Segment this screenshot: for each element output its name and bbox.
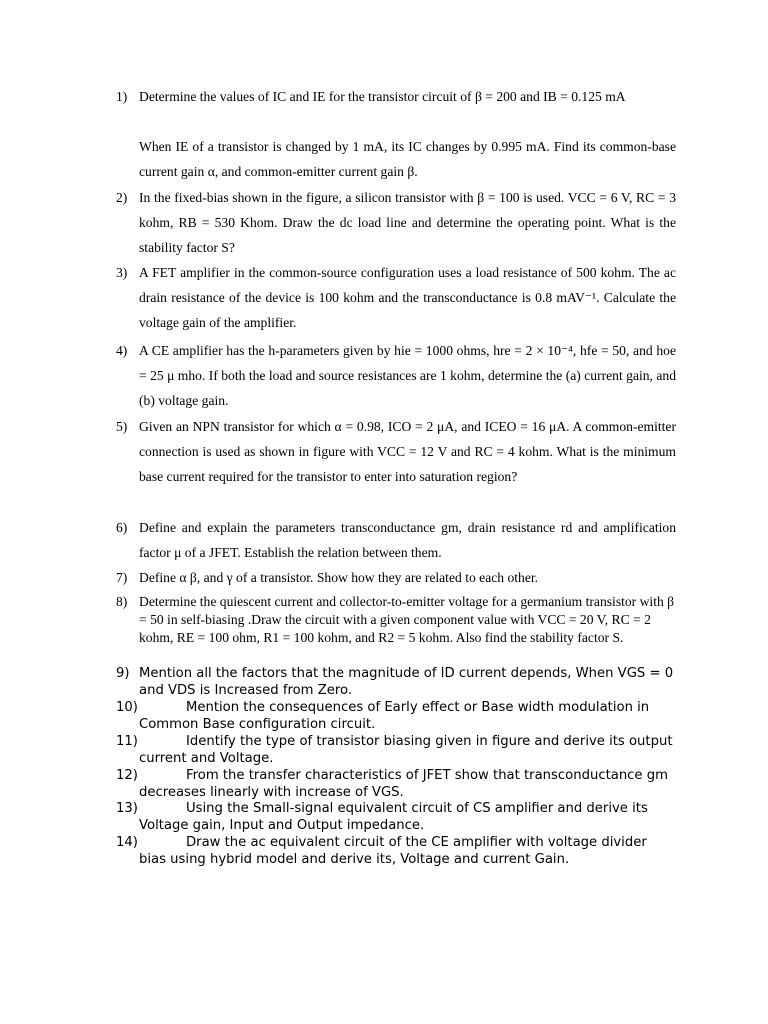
question-text: Determine the values of IC and IE for the transistor circuit of β = 200 and IB = 0.125 mA (139, 89, 626, 104)
question-number: 13) (116, 801, 138, 816)
question-text: A FET amplifier in the common-source configuration uses a load resistance of 500 kohm. The ac drain resistance of the device is 100 kohm and the transconductance is 0.8 mAV⁻¹. Calculate the voltage gain of the amplifier. (139, 265, 676, 330)
question-3 (116, 260, 676, 335)
question-1-part-b (116, 134, 676, 184)
question-text: From the transfer characteristics of JFET show that transconductance gm decreases linearly with increase of VGS. (139, 768, 668, 800)
question-text: In the fixed-bias shown in the figure, a silicon transistor with β = 100 is used. VCC = 6 V, RC = 3 kohm, RB = 530 Khom. Draw the dc load line and determine the operating point. What is the stability factor S? (139, 190, 676, 255)
question-number: 10) (116, 700, 138, 715)
question-text: A CE amplifier has the h-parameters given by hie = 1000 ohms, hre = 2 × 10⁻⁴, hfe = 50, and hoe = 25 μ mho. If both the load and source resistances are 1 kohm, determine the (a) current gain, and (b) voltage gain. (139, 343, 676, 408)
question-13 (116, 800, 676, 834)
question-10 (116, 699, 676, 733)
question-8 (116, 593, 676, 647)
question-number: 9) (116, 666, 130, 681)
question-text: Identify the type of transistor biasing given in figure and derive its output current and Voltage. (139, 734, 673, 766)
question-number: 6) (116, 520, 128, 535)
question-number: 2) (116, 190, 128, 205)
question-text: Determine the quiescent current and collector-to-emitter voltage for a germanium transistor with β = 50 in self-biasing .Draw the circuit with a given component value with VCC = 20 V, RC = 2 kohm, RE = 100 ohm, R1 = 100 kohm, and R2 = 5 kohm. Also find the stability factor S. (139, 594, 675, 645)
question-14 (116, 834, 676, 868)
question-number: 1) (116, 89, 128, 104)
question-text: Define and explain the parameters transconductance gm, drain resistance rd and amplification factor μ of a JFET. Establish the relation between them. (139, 520, 676, 560)
question-number: 7) (116, 570, 128, 585)
question-7 (116, 565, 676, 590)
question-11 (116, 733, 676, 767)
question-text: Mention all the factors that the magnitude of ID current depends, When VGS = 0 and VDS is Increased from Zero. (139, 666, 674, 698)
question-number: 4) (116, 343, 128, 358)
question-2 (116, 185, 676, 260)
question-5 (116, 414, 676, 489)
question-4 (116, 338, 676, 413)
question-1 (116, 84, 676, 109)
question-text: Define α β, and γ of a transistor. Show how they are related to each other. (139, 570, 539, 585)
question-text: Using the Small-signal equivalent circuit of CS amplifier and derive its Voltage gain, Input and Output impedance. (139, 801, 648, 833)
question-number: 3) (116, 265, 128, 280)
question-text: Mention the consequences of Early effect or Base width modulation in Common Base configuration circuit. (139, 700, 650, 732)
question-number: 8) (116, 594, 128, 609)
question-number: 12) (116, 768, 138, 783)
question-text: When IE of a transistor is changed by 1 mA, its IC changes by 0.995 mA. Find its common-base current gain α, and common-emitter current gain β. (139, 139, 676, 179)
question-6 (116, 515, 676, 565)
question-number: 14) (116, 835, 138, 850)
question-text: Given an NPN transistor for which α = 0.98, ICO = 2 μA, and ICEO = 16 μA. A common-emitter connection is used as shown in figure with VCC = 12 V and RC = 4 kohm. What is the minimum base current required for the transistor to enter into saturation region? (139, 419, 676, 484)
question-12 (116, 767, 676, 801)
question-9 (116, 665, 676, 699)
question-number: 11) (116, 734, 138, 749)
question-text: Draw the ac equivalent circuit of the CE amplifier with voltage divider bias using hybrid model and derive its, Voltage and current Gain. (139, 835, 647, 867)
question-number: 5) (116, 419, 128, 434)
